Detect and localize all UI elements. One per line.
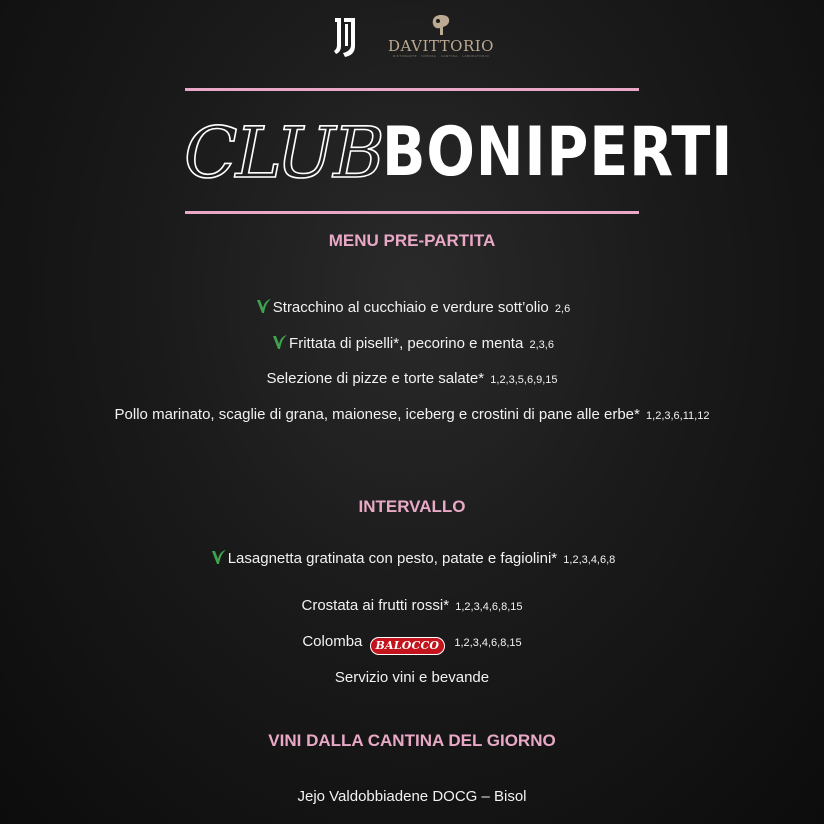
section-heading-vini: VINI DALLA CANTINA DEL GIORNO <box>268 731 556 750</box>
davittorio-tagline: RISTORANTE · DIMORA · CANTINA · LABORATORIO <box>392 54 490 58</box>
menu-item-allergens: 2,6 <box>554 303 571 315</box>
menu-item-allergens: 2,3,6 <box>529 339 554 351</box>
menu-item <box>0 668 824 688</box>
menu-item-text: Lasagnetta gratinata con pesto, patate e fagiolini* <box>227 550 558 567</box>
menu-item-allergens: 1,2,3,6,11,12 <box>646 410 710 422</box>
menu-item-text: Crostata ai frutti rossi* <box>301 597 450 614</box>
wine-item <box>0 787 824 807</box>
menu-item-allergens: 1,2,3,4,6,8,15 <box>454 637 522 649</box>
menu-item-allergens: 1,2,3,4,6,8 <box>563 554 616 566</box>
davittorio-logo <box>386 14 496 64</box>
title-boniperti: BONIPERTI <box>382 113 734 192</box>
juventus-logo-icon <box>332 16 358 58</box>
title-rule-bottom <box>185 211 639 214</box>
menu-item <box>0 405 824 426</box>
menu-item-text: Frittata di piselli*, pecorino e menta <box>289 335 524 352</box>
title-club: CLUB <box>184 112 383 194</box>
menu-item <box>0 369 824 390</box>
wine-item-text: Jejo Valdobbiadene DOCG – Bisol <box>297 788 527 805</box>
menu-item-text: Pollo marinato, scaglie di grana, maionese, iceberg e crostini di pane alle erbe* <box>114 406 640 423</box>
page-title <box>180 108 734 198</box>
section-heading-pre-partita: MENU PRE-PARTITA <box>328 231 496 250</box>
menu-item-text: Servizio vini e bevande <box>334 669 490 686</box>
menu-item-text: Stracchino al cucchiaio e verdure sott’olio <box>272 299 549 316</box>
menu-item <box>0 632 824 655</box>
menu-item <box>0 547 824 570</box>
header-logos <box>0 14 824 64</box>
menu-item <box>0 596 824 617</box>
menu-item-allergens: 1,2,3,5,6,9,15 <box>490 374 558 386</box>
davittorio-mark-icon <box>430 14 452 36</box>
vegetarian-leaf-icon <box>254 296 272 316</box>
section-heading-intervallo: INTERVALLO <box>358 497 466 516</box>
vegetarian-leaf-icon <box>209 547 227 567</box>
menu-item <box>0 296 824 319</box>
title-rule-top <box>185 88 639 91</box>
davittorio-name: DAVITTORIO <box>388 37 494 55</box>
vegetarian-leaf-icon <box>270 332 288 352</box>
menu-item-allergens: 1,2,3,4,6,8,15 <box>455 601 523 613</box>
menu-item-text: Colomba <box>302 633 363 650</box>
balocco-logo: BALOCCO <box>370 637 446 655</box>
menu-item-text: Selezione di pizze e torte salate* <box>266 370 485 387</box>
menu-item <box>0 332 824 355</box>
